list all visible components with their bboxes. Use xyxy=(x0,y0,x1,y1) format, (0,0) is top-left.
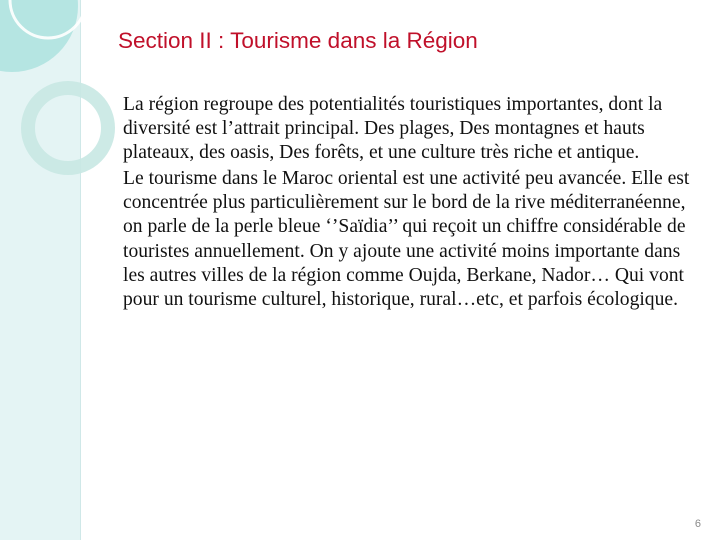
slide-body xyxy=(123,93,698,312)
decorative-circles xyxy=(0,0,120,220)
slide-title: Section II : Tourisme dans la Région xyxy=(118,28,478,53)
paragraph-2: Le tourisme dans le Maroc oriental est une activité peu avancée. Elle est concentrée plus particulièrement sur le bord de la rive méditerranéenne, on parle de la perle bleue ‘’Saïdia’’ qui reçoit un chiffre considérable de touristes annuellement. On y ajoute une activité moins importante dans les autres villes de la région comme Oujda, Berkane, Nador… Qui vont pour un tourisme culturel, historique, rural…etc, et parfois écologique. xyxy=(123,168,690,310)
paragraph-1: La région regroupe des potentialités touristiques importantes, dont la diversité est l’attrait principal. Des plages, Des montagnes et hauts plateaux, des oasis, Des forêts, et une culture très riche et antique. xyxy=(123,94,663,164)
teal-ring xyxy=(28,88,108,168)
page-number: 6 xyxy=(694,518,701,530)
